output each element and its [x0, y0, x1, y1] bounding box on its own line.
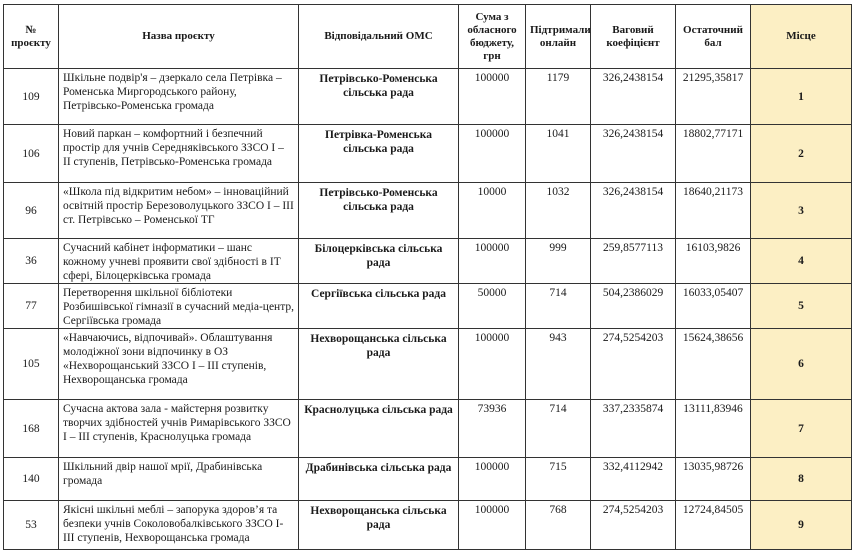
table-row: [4, 501, 852, 550]
cell-place: 5: [751, 284, 852, 329]
cell-project-name: Сучасний кабінет інформатики – шанс кожному учневі проявити свої здібності в ІТ сфері, Білоцерківська громада: [59, 239, 299, 284]
table-row: [4, 400, 852, 458]
cell-place: 8: [751, 458, 852, 501]
cell-project-number: 105: [4, 329, 59, 400]
cell-place: 6: [751, 329, 852, 400]
cell-budget-sum: 100000: [459, 501, 526, 550]
cell-online-votes: 1041: [526, 125, 591, 183]
cell-place: 7: [751, 400, 852, 458]
cell-weight-coefficient: 326,2438154: [591, 183, 676, 239]
cell-project-name: Шкільний двір нашої мрії, Драбинівська громада: [59, 458, 299, 501]
header-budget-sum: Сума з обласного бюджету, грн: [459, 5, 526, 69]
cell-budget-sum: 100000: [459, 458, 526, 501]
cell-final-score: 18640,21173: [676, 183, 751, 239]
cell-responsible-oms: Нехворощанська сільська рада: [299, 329, 459, 400]
cell-weight-coefficient: 259,8577113: [591, 239, 676, 284]
cell-budget-sum: 73936: [459, 400, 526, 458]
cell-responsible-oms: Білоцерківська сільська рада: [299, 239, 459, 284]
table-row: [4, 284, 852, 329]
cell-budget-sum: 100000: [459, 69, 526, 125]
header-online-votes: Підтримали онлайн: [526, 5, 591, 69]
cell-responsible-oms: Сергіївська сільська рада: [299, 284, 459, 329]
cell-weight-coefficient: 504,2386029: [591, 284, 676, 329]
cell-online-votes: 714: [526, 400, 591, 458]
table-row: [4, 69, 852, 125]
results-table: [3, 4, 852, 550]
cell-project-name: Перетворення шкільної бібліотеки Розбишівської гімназії в сучасний медіа-центр, Сергіївська громада: [59, 284, 299, 329]
cell-online-votes: 768: [526, 501, 591, 550]
header-project-name: Назва проєкту: [59, 5, 299, 69]
cell-weight-coefficient: 274,5254203: [591, 501, 676, 550]
cell-project-name: Сучасна актова зала - майстерня розвитку творчих здібностей учнів Римарівського ЗЗСО І – ІІІ ступенів, Краснолуцька громада: [59, 400, 299, 458]
cell-online-votes: 715: [526, 458, 591, 501]
cell-project-name: «Школа під відкритим небом» – інноваційний освітній простір Березоволуцького ЗЗСО І – ІІІ ст. Петрівсько – Роменської ТГ: [59, 183, 299, 239]
cell-project-number: 53: [4, 501, 59, 550]
cell-responsible-oms: Петрівсько-Роменська сільська рада: [299, 69, 459, 125]
cell-weight-coefficient: 274,5254203: [591, 329, 676, 400]
cell-project-number: 106: [4, 125, 59, 183]
cell-final-score: 16033,05407: [676, 284, 751, 329]
cell-online-votes: 714: [526, 284, 591, 329]
header-final-score: Остаточний бал: [676, 5, 751, 69]
cell-project-number: 96: [4, 183, 59, 239]
cell-project-number: 140: [4, 458, 59, 501]
cell-final-score: 15624,38656: [676, 329, 751, 400]
cell-final-score: 18802,77171: [676, 125, 751, 183]
cell-online-votes: 1179: [526, 69, 591, 125]
table-row: [4, 125, 852, 183]
cell-project-number: 77: [4, 284, 59, 329]
table-row: [4, 183, 852, 239]
cell-project-number: 36: [4, 239, 59, 284]
cell-weight-coefficient: 326,2438154: [591, 125, 676, 183]
cell-responsible-oms: Петрівка-Роменська сільська рада: [299, 125, 459, 183]
table-row: [4, 239, 852, 284]
cell-final-score: 16103,9826: [676, 239, 751, 284]
cell-responsible-oms: Нехворощанська сільська рада: [299, 501, 459, 550]
cell-weight-coefficient: 326,2438154: [591, 69, 676, 125]
cell-budget-sum: 10000: [459, 183, 526, 239]
cell-weight-coefficient: 337,2335874: [591, 400, 676, 458]
cell-budget-sum: 100000: [459, 239, 526, 284]
cell-place: 2: [751, 125, 852, 183]
cell-responsible-oms: Петрівсько-Роменська сільська рада: [299, 183, 459, 239]
cell-project-name: «Навчаючись, відпочивай». Облаштування молодіжної зони відпочинку в ОЗ «Нехворощанський ЗЗСО І – ІІІ ступенів, Нехворощанська громада: [59, 329, 299, 400]
cell-budget-sum: 100000: [459, 125, 526, 183]
cell-final-score: 13111,83946: [676, 400, 751, 458]
cell-project-name: Шкільне подвір'я – дзеркало села Петрівка – Роменська Миргородського району, Петрівсько-Роменська громада: [59, 69, 299, 125]
cell-project-name: Якісні шкільні меблі – запорука здоров’я та безпеки учнів Соколовобалківського ЗЗСО І-ІІІ ступенів, Нехворощанська громада: [59, 501, 299, 550]
table-row: [4, 458, 852, 501]
cell-project-number: 168: [4, 400, 59, 458]
cell-responsible-oms: Драбинівська сільська рада: [299, 458, 459, 501]
cell-final-score: 13035,98726: [676, 458, 751, 501]
cell-place: 4: [751, 239, 852, 284]
cell-online-votes: 943: [526, 329, 591, 400]
header-responsible-oms: Відповідальний ОМС: [299, 5, 459, 69]
cell-online-votes: 1032: [526, 183, 591, 239]
header-project-number: № проєкту: [4, 5, 59, 69]
cell-place: 1: [751, 69, 852, 125]
header-place: Місце: [751, 5, 852, 69]
cell-weight-coefficient: 332,4112942: [591, 458, 676, 501]
cell-final-score: 21295,35817: [676, 69, 751, 125]
cell-place: 9: [751, 501, 852, 550]
cell-final-score: 12724,84505: [676, 501, 751, 550]
cell-place: 3: [751, 183, 852, 239]
results-table-wrapper: [3, 4, 852, 550]
cell-project-number: 109: [4, 69, 59, 125]
header-weight-coefficient: Ваговий коефіцієнт: [591, 5, 676, 69]
cell-budget-sum: 50000: [459, 284, 526, 329]
header-row: [4, 5, 852, 69]
cell-project-name: Новий паркан – комфортний і безпечний простір для учнів Середняківського ЗЗСО І – ІІ ступенів, Петрівсько-Роменська громада: [59, 125, 299, 183]
table-row: [4, 329, 852, 400]
cell-budget-sum: 100000: [459, 329, 526, 400]
cell-responsible-oms: Краснолуцька сільська рада: [299, 400, 459, 458]
cell-online-votes: 999: [526, 239, 591, 284]
